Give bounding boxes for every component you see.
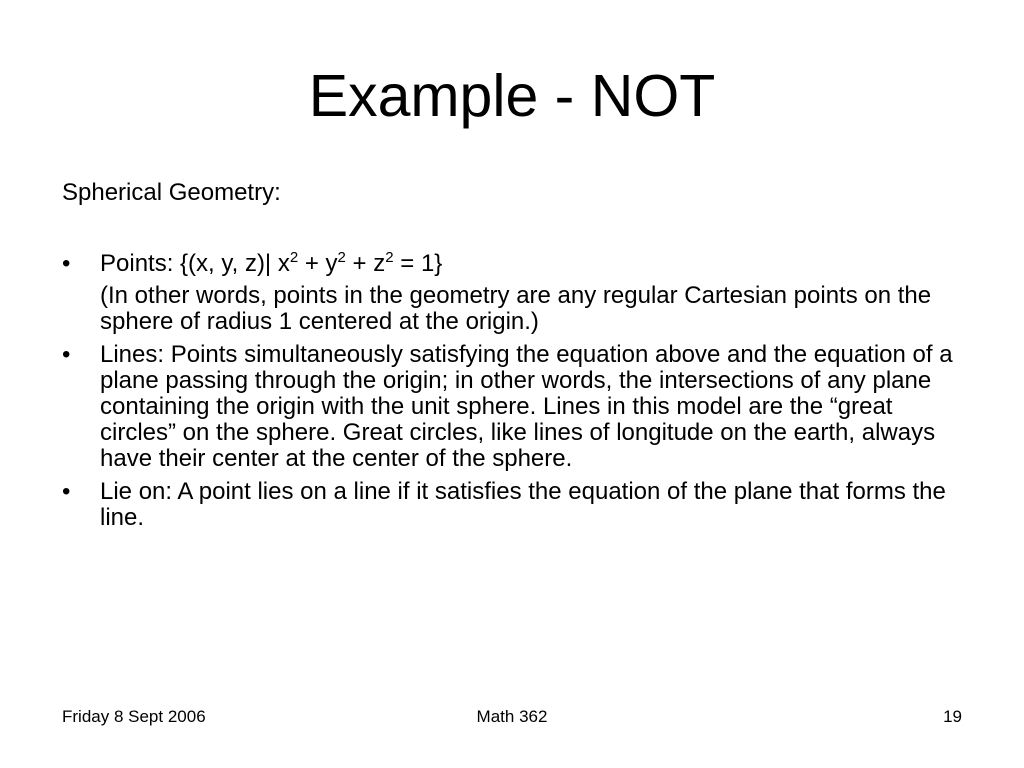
bullet-marker: • — [62, 478, 71, 505]
bullet-marker: • — [62, 250, 71, 277]
slide-body — [62, 180, 962, 538]
points-exponent-y: 2 — [337, 249, 346, 266]
footer-date: Friday 8 Sept 2006 — [62, 707, 206, 726]
points-equation — [100, 250, 442, 277]
bullet-points — [62, 251, 962, 277]
slide-title: Example - NOT — [308, 63, 716, 129]
bullet-lines — [62, 342, 962, 472]
bullet-lie-on — [62, 479, 962, 531]
footer-page-number: 19 — [943, 707, 962, 726]
slide-subtitle: Spherical Geometry: — [62, 179, 281, 206]
lines-text: Lines: Points simultaneously satisfying the equation above and the equation of a plane passing through the origin; in other words, the intersections of any plane containing the origin with the unit sphere. Lines in this model are the “great circles” on the sphere. Great circles, like lines of longitude on the earth, always have their center at the center of the sphere. — [100, 341, 953, 472]
bullet-marker: • — [62, 341, 71, 368]
points-equation-z: + z — [345, 250, 386, 277]
points-explanation: (In other words, points in the geometry are any regular Cartesian points on the sphere of radius 1 centered at the origin.) — [100, 282, 932, 335]
points-equation-tail: = 1} — [393, 250, 443, 277]
points-equation-y: + y — [298, 250, 338, 277]
points-equation-lead: Points: {(x, y, z)| x — [100, 250, 290, 277]
points-exponent-z: 2 — [385, 249, 394, 266]
lie-on-text: Lie on: A point lies on a line if it satisfies the equation of the plane that forms the line. — [100, 478, 946, 531]
footer-course: Math 362 — [476, 707, 548, 726]
points-exponent-x: 2 — [289, 249, 299, 266]
